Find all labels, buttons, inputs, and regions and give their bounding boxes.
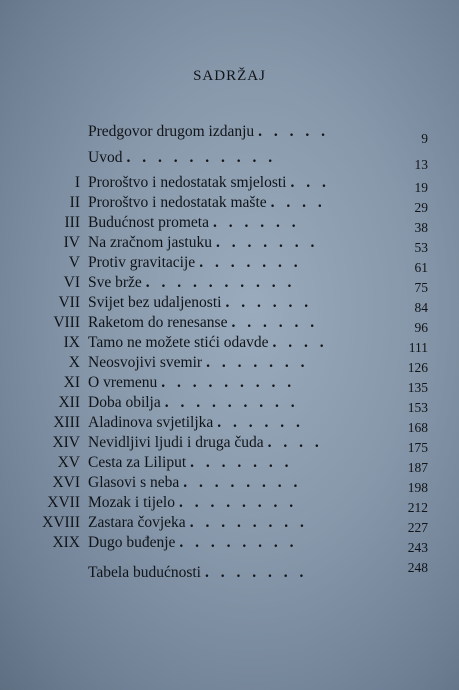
- page-number: 75: [414, 280, 428, 295]
- chapter-number: XIII: [53, 414, 80, 431]
- chapter-title: Proroštvo i nedostatak mašte . . . .: [88, 194, 326, 211]
- leader-dots: . . . . . .: [212, 214, 300, 231]
- page-number: 126: [407, 360, 428, 375]
- leader-dots: . . . . . . .: [204, 564, 308, 581]
- chapter-number: XI: [63, 374, 80, 391]
- chapter-number: VIII: [53, 314, 80, 331]
- chapter-number: III: [64, 214, 80, 231]
- toc-entry: [0, 253, 459, 273]
- toc-entry: [0, 213, 459, 233]
- leader-dots: . . . . . .: [217, 414, 304, 431]
- leader-dots: . . .: [290, 174, 330, 191]
- page-number: 243: [407, 540, 428, 555]
- chapter-number: IX: [63, 334, 80, 351]
- chapter-title: Predgovor drugom izdanju . . . . .: [88, 123, 330, 140]
- page-number: 84: [414, 300, 428, 315]
- toc-entry: [0, 233, 459, 253]
- chapter-number: XIX: [52, 534, 80, 551]
- chapter-title: Tabela budućnosti . . . . . . .: [88, 564, 308, 581]
- toc-entry: [0, 433, 459, 453]
- toc-entry: [0, 373, 459, 393]
- leader-dots: . . . . . . . .: [178, 494, 298, 511]
- toc-entry: [0, 560, 459, 583]
- page-number: 227: [407, 520, 428, 535]
- chapter-title: O vremenu . . . . . . . . .: [88, 374, 296, 391]
- chapter-title: Budućnost prometa . . . . . .: [88, 214, 300, 231]
- chapter-title: Uvod . . . . . . . . . .: [88, 149, 277, 166]
- chapter-title: Mozak i tijelo . . . . . . . .: [88, 494, 298, 511]
- chapter-title: Na zračnom jastuku . . . . . . .: [88, 234, 319, 251]
- chapter-title: Protiv gravitacije . . . . . . .: [88, 254, 302, 271]
- toc-entry: [0, 413, 459, 433]
- toc-entry: [0, 293, 459, 313]
- chapter-number: XVIII: [42, 514, 80, 531]
- chapter-title: Tamo ne možete stići odavde . . . .: [88, 334, 328, 351]
- leader-dots: . . . . . . . . . .: [145, 274, 296, 291]
- leader-dots: . . . . . . .: [215, 234, 319, 251]
- page-number: 153: [407, 400, 428, 415]
- page-number: 9: [421, 131, 428, 146]
- chapter-number: I: [74, 174, 80, 191]
- chapter-title: Nevidljivi ljudi i druga čuda . . . .: [88, 434, 323, 451]
- leader-dots: . . . . . . .: [206, 354, 309, 371]
- toc-entry: [0, 273, 459, 293]
- leader-dots: . . . . . .: [231, 314, 319, 331]
- leader-dots: . . . . . . . .: [189, 514, 308, 531]
- chapter-number: VI: [63, 274, 80, 291]
- chapter-title: Zastara čovjeka . . . . . . . .: [88, 514, 308, 531]
- leader-dots: . . . . . . .: [199, 254, 302, 271]
- chapter-number: XVI: [52, 474, 80, 491]
- toc-entry: [0, 493, 459, 513]
- page-number: 111: [408, 340, 428, 355]
- toc-entry: [0, 313, 459, 333]
- page-number: 13: [414, 157, 428, 172]
- toc-entry: [0, 513, 459, 533]
- chapter-number: X: [68, 354, 80, 371]
- leader-dots: . . . . . . . . .: [161, 374, 296, 391]
- page-number: 198: [407, 480, 428, 495]
- chapter-number: XIV: [52, 434, 80, 451]
- toc-entry: [0, 473, 459, 493]
- page-number: 38: [414, 220, 428, 235]
- page-number: 29: [414, 200, 428, 215]
- toc-entry: [0, 193, 459, 213]
- leader-dots: . . . . .: [258, 123, 330, 140]
- chapter-title: Cesta za Liliput . . . . . . .: [88, 454, 293, 471]
- toc-entry: [0, 122, 459, 146]
- page-number: 61: [414, 260, 428, 275]
- page-number: 212: [407, 500, 428, 515]
- page-number: 53: [414, 240, 428, 255]
- toc-entry: [0, 453, 459, 473]
- page-number: 19: [414, 180, 428, 195]
- toc-entry: [0, 173, 459, 193]
- page-number: 96: [414, 320, 428, 335]
- chapter-number: XII: [58, 394, 80, 411]
- leader-dots: . . . .: [272, 334, 328, 351]
- chapter-title: Aladinova svjetiljka . . . . . .: [88, 414, 304, 431]
- leader-dots: . . . . . . .: [190, 454, 293, 471]
- chapter-number: V: [68, 254, 80, 271]
- toc-entry: [0, 148, 459, 172]
- leader-dots: . . . . . .: [225, 294, 313, 311]
- page-number: 187: [407, 460, 428, 475]
- leader-dots: . . . . . . . .: [183, 474, 302, 491]
- leader-dots: . . . .: [267, 434, 323, 451]
- chapter-title: Proroštvo i nedostatak smjelosti . . .: [88, 174, 330, 191]
- leader-dots: . . . .: [270, 194, 326, 211]
- chapter-title: Doba obilja . . . . . . . . .: [88, 394, 299, 411]
- chapter-number: IV: [63, 234, 80, 251]
- chapter-title: Sve brže . . . . . . . . . .: [88, 274, 296, 291]
- chapter-number: VII: [58, 294, 80, 311]
- toc-entry: [0, 333, 459, 353]
- chapter-title: Dugo buđenje . . . . . . . .: [88, 534, 298, 551]
- chapter-title: Glasovi s neba . . . . . . . .: [88, 474, 302, 491]
- leader-dots: . . . . . . . . .: [164, 394, 299, 411]
- chapter-title: Raketom do renesanse . . . . . .: [88, 314, 319, 331]
- toc-entry: [0, 353, 459, 373]
- toc-entry: [0, 533, 459, 553]
- page-number: 248: [407, 560, 428, 575]
- contents-title: SADRŽAJ: [193, 68, 266, 84]
- page-number: 135: [407, 380, 428, 395]
- chapter-number: XV: [57, 454, 80, 471]
- leader-dots: . . . . . . . . . .: [126, 149, 277, 166]
- leader-dots: . . . . . . . .: [179, 534, 298, 551]
- chapter-title: Neosvojivi svemir . . . . . . .: [88, 354, 309, 371]
- chapter-number: II: [69, 194, 80, 211]
- chapter-number: XVII: [47, 494, 80, 511]
- page-number: 175: [407, 440, 428, 455]
- chapter-title: Svijet bez udaljenosti . . . . . .: [88, 294, 313, 311]
- toc-entry: [0, 393, 459, 413]
- page-number: 168: [407, 420, 428, 435]
